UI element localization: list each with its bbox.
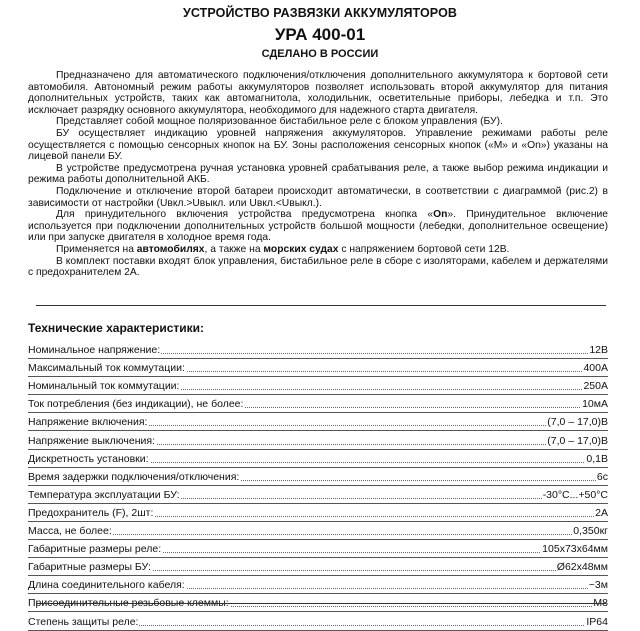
p6-button-name: On (433, 209, 448, 221)
spec-row (28, 377, 608, 395)
spec-value: 12В (589, 344, 608, 357)
specs-table (28, 341, 608, 631)
spec-row (28, 612, 608, 630)
spec-row (28, 431, 608, 449)
spec-label: Ток потребления (без индикации), не более: (28, 398, 244, 411)
spec-row (28, 486, 608, 504)
spec-label: Присоединительные резьбовые клеммы: (28, 597, 229, 610)
intro-paragraph-4: В устройстве предусмотрена ручная установка уровней срабатывания реле, а также выбор режима индикации и режима работы дополнительной АКБ. (28, 162, 608, 186)
spec-row (28, 359, 608, 377)
spec-row (28, 504, 608, 522)
spec-label: Масса, не более: (28, 525, 112, 538)
spec-row (28, 450, 608, 468)
spec-value: Ø62x48мм (556, 561, 608, 574)
spec-row (28, 576, 608, 594)
tech-title: Технические характеристики: (28, 321, 205, 335)
divider-bottom (36, 603, 606, 604)
spec-label: Длина соединительного кабеля: (28, 579, 185, 592)
spec-label: Степень защиты реле: (28, 615, 139, 628)
intro-paragraph-3: БУ осуществляет индикацию уровней напряжения аккумуляторов. Управление режимами работы реле осуществляется с помощью сенсорных кнопок на БУ. Зоны расположения сенсорных кнопок («M» и «On») указаны на лицевой панели БУ. (28, 127, 608, 163)
p7-text-a: Применяется на (56, 243, 137, 255)
spec-value: (7,0 – 17,0)В (547, 416, 608, 429)
spec-value: 105x73x64мм (542, 543, 608, 556)
spec-label: Дискретность установки: (28, 452, 149, 465)
p7-text-c: , а также на (204, 243, 264, 255)
spec-row (28, 341, 608, 359)
spec-row (28, 522, 608, 540)
intro-paragraph-7 (28, 244, 608, 256)
spec-label: Габаритные размеры реле: (28, 543, 162, 556)
spec-row (28, 540, 608, 558)
spec-label: Максимальный ток коммутации: (28, 362, 185, 375)
spec-value: M8 (593, 597, 608, 610)
spec-label: Номинальное напряжение: (28, 344, 161, 357)
spec-value: -30°С...+50°С (542, 488, 608, 501)
spec-label: Номинальный ток коммутации: (28, 380, 180, 393)
p7-text-e: с напряжением бортовой сети 12В. (338, 243, 510, 255)
spec-value: 0,350кг (573, 525, 608, 538)
divider-top (36, 305, 606, 306)
p7-cars: автомобилях (136, 243, 205, 255)
spec-row (28, 558, 608, 576)
intro-paragraph-6 (28, 209, 608, 244)
spec-label: Время задержки подключения/отключения: (28, 470, 240, 483)
spec-row (28, 468, 608, 486)
leader-dots (28, 534, 608, 535)
spec-value: IP64 (586, 615, 608, 628)
document-title: УСТРОЙСТВО РАЗВЯЗКИ АККУМУЛЯТОРОВ (182, 6, 458, 20)
p6-text-c: ». Принудительное включение используется при подключении дополнительных устройств большой мощности (лебедки, дополнительное освещение) или при запуске двигателя в холодное время года. (28, 209, 608, 244)
spec-value: (7,0 – 17,0)В (547, 434, 608, 447)
spec-value: 6с (596, 470, 608, 483)
intro-paragraph-2: Представляет собой мощное поляризованное бистабильное реле с блоком управления (БУ). (56, 116, 503, 128)
intro-paragraph-8: В комплект поставки входят блок управления, бистабильное реле в сборе с изоляторами, кабелем и держателями с предохранителем 2А. (28, 255, 608, 279)
model-name: УРА 400-01 (274, 25, 366, 44)
spec-value: 10мА (582, 398, 608, 411)
p6-text-a: Для принудительного включения устройства предусмотрена кнопка « (56, 209, 434, 221)
spec-label: Напряжение выключения: (28, 434, 155, 447)
description (28, 70, 608, 279)
spec-value: 400А (583, 362, 608, 375)
p7-ships: морских судах (263, 243, 339, 255)
spec-label: Температура эксплуатации БУ: (28, 488, 180, 501)
spec-value: 0,1В (586, 452, 608, 465)
spec-label: Габаритные размеры БУ: (28, 561, 151, 574)
spec-value: 2А (595, 506, 608, 519)
spec-label: Напряжение включения: (28, 416, 148, 429)
spec-row (28, 413, 608, 431)
spec-label: Предохранитель (F), 2шт: (28, 506, 154, 519)
intro-paragraph-1: Предназначено для автоматического подключения/отключения дополнительного аккумулятора к бортовой сети автомобиля. Автономный режим работы аккумуляторов позволяет использовать второй аккумулятор для питания дополнительных устройств, таких как автомагнитола, холодильник, осветительные приборы, лебедка и т.п. Это исключает разрядку основного аккумулятора, необходимого для надежного старта двигателя. (28, 70, 608, 116)
spec-value: ~3м (588, 579, 608, 592)
origin-label: СДЕЛАНО В РОССИИ (261, 48, 379, 60)
spec-value: 250А (583, 380, 608, 393)
spec-row (28, 395, 608, 413)
intro-paragraph-5: Подключение и отключение второй батареи происходит автоматически, в соответствии с диаграммой (рис.2) в зависимости от настройки (Uвкл.>Uвыкл. или Uвкл.<Uвыкл.). (28, 185, 608, 209)
